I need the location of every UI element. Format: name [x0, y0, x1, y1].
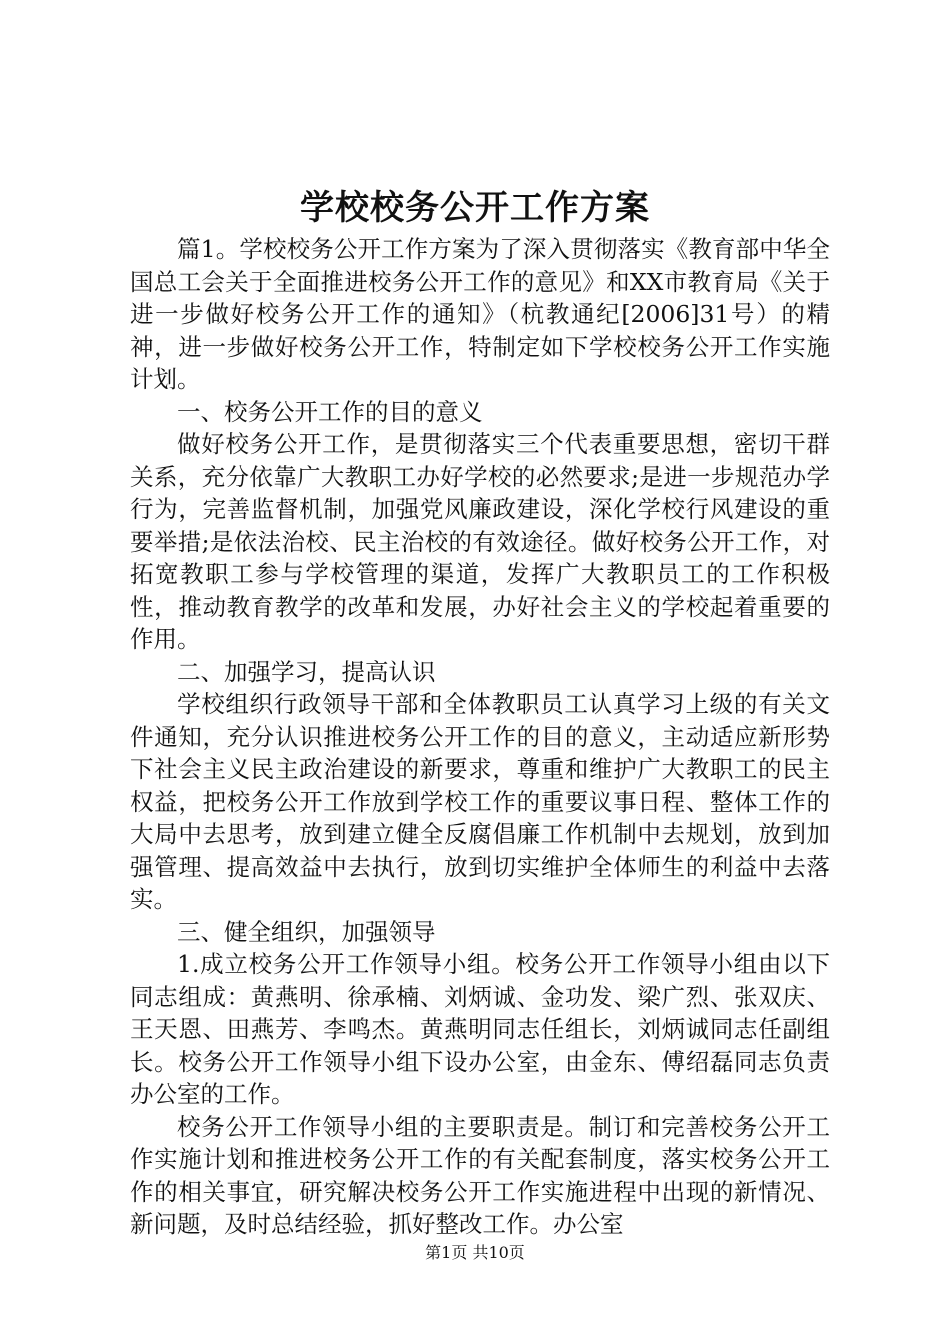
paragraph-leadership-group: 1.成立校务公开工作领导小组。校务公开工作领导小组由以下同志组成：黄燕明、徐承楠、刘炳诚、金功发、梁广烈、张双庆、王天恩、田燕芳、李鸣杰。黄燕明同志任组长，刘炳诚同志任副组长。校务公开工作领导小组下设办公室，由金东、傅绍磊同志负责办公室的工作。	[130, 950, 830, 1108]
document-title: 学校校务公开工作方案	[300, 188, 650, 228]
paragraph-study: 学校组织行政领导干部和全体教职员工认真学习上级的有关文件通知，充分认识推进校务公开工作的目的意义，主动适应新形势下社会主义民主政治建设的新要求，尊重和维护广大教职工的民主权益，把校务公开工作放到学校工作的重要议事日程、整体工作的大局中去思考，放到建立健全反腐倡廉工作机制中去规划，放到加强管理、提高效益中去执行，放到切实维护全体师生的利益中去落实。	[130, 690, 830, 913]
paragraph-intro: 篇1。学校校务公开工作方案为了深入贯彻落实《教育部中华全国总工会关于全面推进校务公开工作的意见》和XX市教育局《关于进一步做好校务公开工作的通知》（杭教通纪[2006]31号）的精神，进一步做好校务公开工作，特制定如下学校校务公开工作实施计划。	[130, 235, 830, 393]
section-heading-1: 一、校务公开工作的目的意义	[177, 397, 483, 426]
paragraph-purpose: 做好校务公开工作，是贯彻落实三个代表重要思想，密切干群关系，充分依靠广大教职工办好学校的必然要求;是进一步规范办学行为，完善监督机制，加强党风廉政建设，深化学校行风建设的重要举措;是依法治校、民主治校的有效途径。做好校务公开工作，对拓宽教职工参与学校管理的渠道，发挥广大教职员工的工作积极性，推动教育教学的改革和发展，办好社会主义的学校起着重要的作用。	[130, 430, 830, 653]
document-body	[130, 233, 830, 1241]
page-footer: 第1页 共10页	[425, 1243, 525, 1262]
section-heading-2: 二、加强学习，提高认识	[177, 657, 436, 686]
paragraph-duties: 校务公开工作领导小组的主要职责是。制订和完善校务公开工作实施计划和推进校务公开工作的有关配套制度，落实校务公开工作的相关事宜，研究解决校务公开工作实施进程中出现的新情况、新问题，及时总结经验，抓好整改工作。办公室	[130, 1112, 830, 1238]
section-heading-3: 三、健全组织，加强领导	[177, 917, 436, 946]
